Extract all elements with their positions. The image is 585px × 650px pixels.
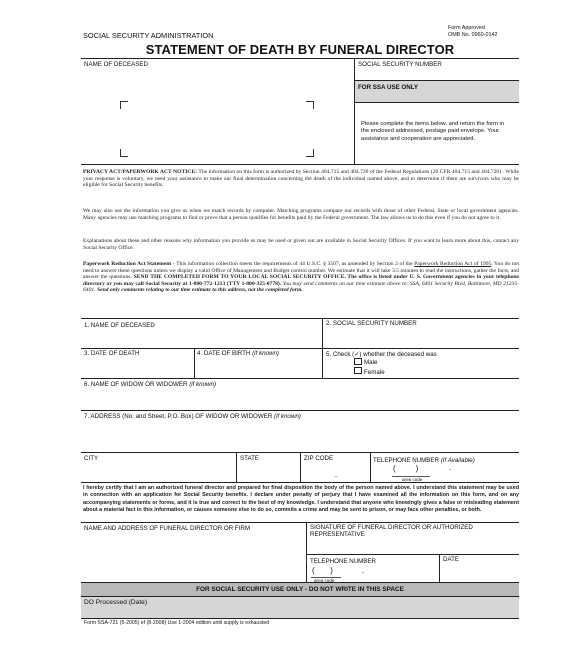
director-signature-label: SIGNATURE OF FUNERAL DIRECTOR OR AUTHORIZED REPRESENTATIVE	[310, 524, 473, 539]
director-area-code-label: area code	[314, 578, 335, 583]
divider	[81, 618, 519, 619]
matching-paragraph: We may also use the information you give us when we match records by computer. Matching programs compare our records with those of other Federal, State or local government agencies. Many agencies may use matching programs to find or prove that a person qualifies for benefits paid by the Federal government. The law allows us to do this even if you do not agree to it.	[83, 208, 519, 221]
divider	[322, 318, 323, 348]
do-processed-label: DO Processed (Date)	[84, 599, 148, 606]
divider	[81, 318, 519, 319]
ssn-label: SOCIAL SECURITY NUMBER	[358, 61, 442, 68]
area-code-label: area code	[402, 477, 423, 482]
field-widow-name: 6. NAME OF WIDOW OR WIDOWER (if known)	[84, 381, 217, 388]
field-name-of-deceased: 1. NAME OF DECEASED	[84, 322, 155, 329]
field-telephone: TELEPHONE NUMBER (If Available)	[373, 457, 475, 464]
field-ssn: 2. SOCIAL SECURITY NUMBER	[326, 320, 417, 327]
divider	[81, 164, 519, 165]
agency-name: SOCIAL SECURITY ADMINISTRATION	[83, 31, 214, 40]
field-widow-address: 7. ADDRESS (No. and Street, P.O. Box) OF WIDOW OR WIDOWER (if known)	[84, 413, 301, 420]
male-label: Male	[364, 359, 378, 366]
divider	[81, 410, 519, 411]
privacy-notice-paragraph: PRIVACY ACT/PAPERWORK ACT NOTICE: The information on this form is authorized by Section 404.715 and 404.720 of the Federal Regulations (20 CFR 404.715 and 404.720) . While your response is voluntary, we need your assistance to make our final determination concerning the death of the individual named above, and to determine if there are survivors who may be eligible for Social Security benefits.	[83, 169, 519, 189]
divider	[439, 554, 440, 582]
divider	[194, 348, 195, 378]
divider	[306, 522, 307, 582]
window-corner-top-left	[120, 101, 128, 109]
field-date-of-birth: 4. DATE OF BIRTH (if known)	[197, 350, 279, 357]
divider	[81, 348, 519, 349]
divider	[81, 378, 519, 379]
divider	[322, 348, 323, 378]
omb-number: OMB No. 0960-0142	[448, 32, 498, 38]
female-checkbox[interactable]	[354, 367, 362, 374]
director-area-code-parens: ( )	[312, 566, 333, 575]
divider	[354, 58, 355, 164]
explanations-paragraph: Explanations about these and other reasons why information you provide us may be used or given out are available in Social Security Offices. If you want to learn more about this, contact any Social Security Office.	[83, 238, 519, 251]
divider	[354, 102, 519, 103]
form-footer: Form SSA-721 (5-2005) ef (8-2008) Use 1-2004 edition until supply is exhausted	[84, 620, 270, 626]
director-name-address-label: NAME AND ADDRESS OF FUNERAL DIRECTOR OR FIRM	[84, 525, 251, 532]
field-state: STATE	[240, 455, 260, 462]
zip-dash: -	[335, 473, 338, 480]
field-date-of-death: 3. DATE OF DEATH	[84, 350, 140, 357]
divider	[300, 452, 301, 482]
paperwork-paragraph: Paperwork Reduction Act Statement - This information collection meets the requirements of 44 U.S.C. § 3507, as amended by Section 2 of the Paperwork Reduction Act of 1995. You do not need to answer these questions unless we display a valid Office of Management and Budget control number. We estimate that it will take 3.5 minutes to read the instructions, gather the facts, and answer the questions. SEND THE COMPLETED FORM TO YOUR LOCAL SOCIAL SECURITY OFFICE. The office is listed under U. S. Government agencies in your telephone directory or you may call Social Security at 1-800-772-1213 (TTY 1-800-325-0778). You may send comments on our time estimate above to: SSA, 6401 Security Blvd, Baltimore, MD 21235-6401. Send only comments relating to our time estimate to this address, not the completed form.	[83, 261, 520, 294]
director-date-label: DATE	[443, 556, 460, 563]
divider	[370, 452, 371, 482]
window-corner-bottom-left	[120, 149, 128, 157]
divider	[306, 554, 519, 555]
female-label: Female	[364, 369, 385, 376]
field-zip: ZIP CODE	[304, 455, 334, 462]
field-city: CITY	[84, 455, 99, 462]
return-instructions: Please complete the items below, and return the form in the enclosed addressed, postage paid envelope. Your assistance and cooperation are appreciated.	[361, 121, 505, 142]
director-telephone-label: TELEPHONE NUMBER	[310, 558, 377, 565]
male-checkbox[interactable]	[354, 358, 362, 365]
form-approved-label: Form Approved	[448, 25, 485, 31]
ssa-use-only-label: FOR SSA USE ONLY	[358, 84, 419, 91]
window-corner-bottom-right	[306, 149, 314, 157]
phone-dash: -	[449, 466, 452, 473]
field-sex-question: 5. Check (✓) whether the deceased was	[326, 351, 437, 358]
page-title: STATEMENT OF DEATH BY FUNERAL DIRECTOR	[145, 42, 455, 57]
divider	[236, 452, 237, 482]
divider	[81, 58, 519, 59]
divider	[81, 522, 519, 523]
certification-statement: I hereby certify that I am an authorized funeral director and prepared for final disposition the body of the person named above. I understand this statement may be used in connection with an application for Social Security benefits. I declare under penalty of perjury that I have examined all the information on this form, and on any accompanying statements or forms, and it is true and correct to the best of my knowledge. I understand that anyone who knowingly gives a false or misleading statement about a material fact in this information, or causes someone else to do so, commits a crime and may be sent to prison, or may face other penalties, or both.	[83, 485, 519, 513]
window-corner-top-right	[306, 101, 314, 109]
divider	[81, 482, 519, 483]
ssa-use-only-banner-text: FOR SOCIAL SECURITY USE ONLY - DO NOT WRITE IN THIS SPACE	[196, 586, 404, 593]
director-phone-dash: -	[362, 569, 365, 576]
area-code-parens: ( )	[393, 464, 419, 473]
name-of-deceased-label: NAME OF DECEASED	[84, 61, 148, 68]
